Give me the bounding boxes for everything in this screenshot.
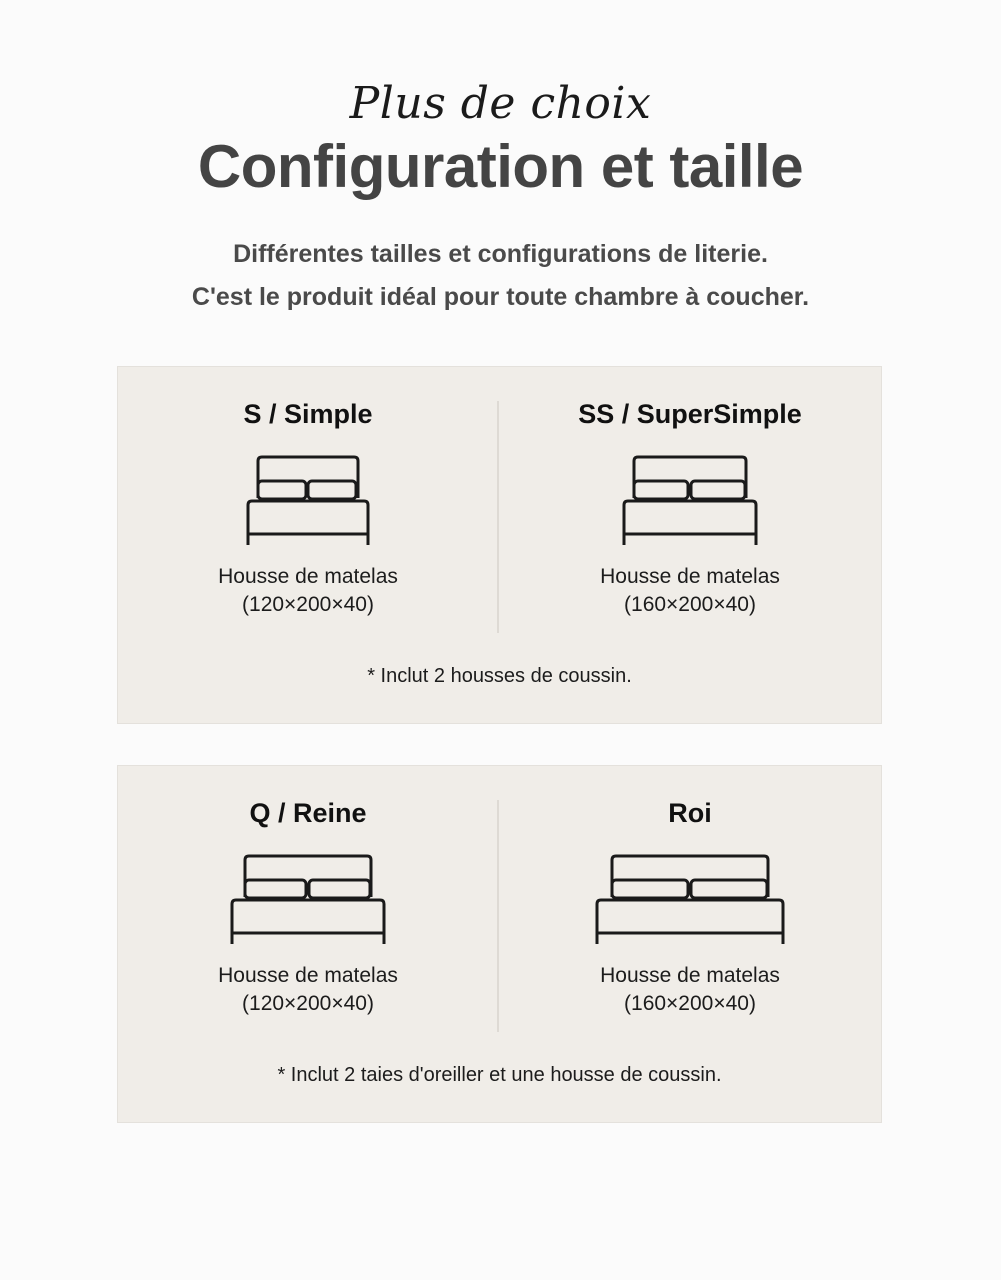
cover-label — [500, 563, 880, 619]
cover-dimensions: (120×200×40) — [242, 992, 374, 1015]
divider — [497, 401, 499, 633]
divider — [497, 800, 499, 1032]
size-name: Q / Reine — [249, 798, 367, 828]
size-name: S / Simple — [243, 399, 373, 429]
bed-icon — [500, 852, 880, 948]
subtitle-line-1: Différentes tailles et configurations de literie. — [233, 240, 768, 268]
cover-label — [500, 962, 880, 1018]
size-option-supersimple — [500, 367, 880, 637]
included-note: * Inclut 2 taies d'oreiller et une housse de coussin. — [277, 1064, 722, 1086]
cover-dimensions: (160×200×40) — [624, 593, 756, 616]
cover-label — [118, 563, 498, 619]
cover-type: Housse de matelas — [218, 565, 398, 588]
size-panel-1 — [117, 366, 882, 724]
page-title: Configuration et taille — [197, 133, 804, 200]
size-name: Roi — [668, 798, 712, 828]
included-note: * Inclut 2 housses de coussin. — [367, 665, 632, 687]
script-title: Plus de choix — [349, 78, 652, 129]
cover-dimensions: (120×200×40) — [242, 593, 374, 616]
bed-icon — [118, 852, 498, 948]
cover-label — [118, 962, 498, 1018]
size-option-reine — [118, 766, 498, 1036]
size-option-simple — [118, 367, 498, 637]
size-name: SS / SuperSimple — [578, 399, 802, 429]
bed-icon — [118, 453, 498, 549]
cover-type: Housse de matelas — [218, 964, 398, 987]
subtitle-line-2: C'est le produit idéal pour toute chambre à coucher. — [191, 283, 810, 311]
bed-icon — [500, 453, 880, 549]
cover-type: Housse de matelas — [600, 964, 780, 987]
size-option-roi — [500, 766, 880, 1036]
size-panel-2 — [117, 765, 882, 1123]
cover-dimensions: (160×200×40) — [624, 992, 756, 1015]
cover-type: Housse de matelas — [600, 565, 780, 588]
